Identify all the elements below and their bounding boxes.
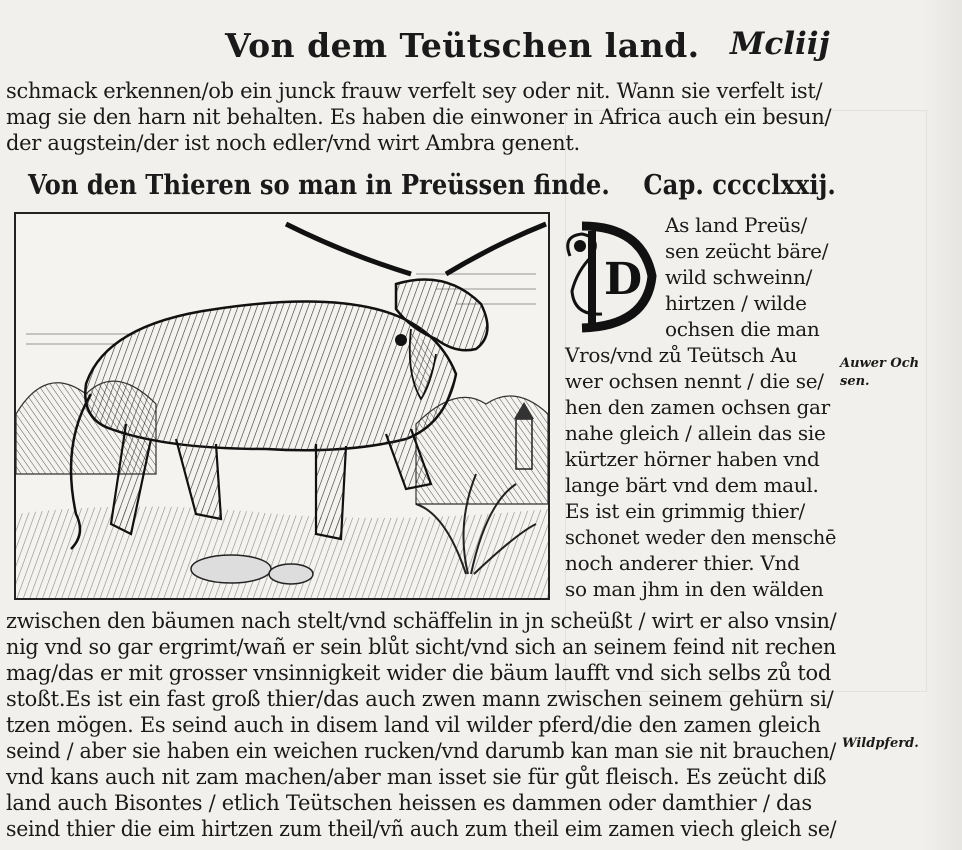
column-line-5: ochsen die man	[665, 317, 820, 341]
margin-note-wildpferd: Wildpferd.	[842, 736, 919, 751]
column-line-3: wild schweinn/	[665, 265, 813, 289]
margin-note-auerochsen-line-2: sen.	[840, 374, 870, 389]
initial-d-ornament	[562, 216, 660, 336]
margin-note-auerochsen	[840, 355, 919, 391]
initial-letter: D	[604, 254, 643, 305]
column-line-9: nahe gleich / allein das sie	[565, 421, 826, 445]
aurochs-illustration	[16, 214, 548, 598]
column-line-12: Es ist ein grimmig thier/	[565, 499, 805, 523]
body-line-7: vnd kans auch nit zam machen/aber man isset sie für gůt fleisch. Es zeücht diß	[6, 765, 827, 789]
body-line-4: stoßt.Es ist ein fast groß thier/das auch zwen mann zwischen seinem gehürn si/	[6, 687, 834, 711]
page-edge	[922, 0, 962, 850]
column-line-8: hen den zamen ochsen gar	[565, 395, 830, 419]
column-line-13: schonet weder den menschē	[565, 525, 837, 549]
body-line-8: land auch Bisontes / etlich Teütschen heissen es dammen oder damthier / das	[6, 791, 812, 815]
chapter-number: Cap. cccclxxij.	[643, 170, 836, 201]
margin-note-auerochsen-line-1: Auwer Och	[840, 356, 920, 371]
body-line-3: mag/das er mit grosser vnsinnigkeit wider die bäum laufft vnd sich selbs zů tod	[6, 661, 832, 685]
aurochs-woodcut	[14, 212, 550, 600]
column-line-7: wer ochsen nennt / die se/	[565, 369, 824, 393]
column-line-6: Vros/vnd zů Teütsch Au	[565, 343, 798, 367]
folio-number: Mcliij	[730, 26, 830, 62]
column-line-4: hirtzen / wilde	[665, 291, 807, 315]
top-line-3: der augstein/der ist noch edler/vnd wirt Ambra genent.	[6, 131, 580, 155]
body-line-2: nig vnd so gar ergrimt/wañ er sein blůt sicht/vnd sich an seinem feind nit rechen	[6, 635, 837, 659]
decorated-initial	[562, 216, 660, 336]
column-line-10: kürtzer hörner haben vnd	[565, 447, 820, 471]
chapter-heading	[28, 170, 836, 201]
top-line-2: mag sie den harn nit behalten. Es haben die einwoner in Africa auch ein besun/	[6, 105, 832, 129]
running-head: Von dem Teütschen land.	[225, 26, 700, 65]
column-line-2: sen zeücht bäre/	[665, 239, 829, 263]
body-line-5: tzen mögen. Es seind auch in disem land vil wilder pferd/die den zamen gleich	[6, 713, 821, 737]
column-line-11: lange bärt vnd dem maul.	[565, 473, 819, 497]
body-line-9: seind thier die eim hirtzen zum theil/vñ auch zum theil eim zamen viech gleich se/	[6, 817, 837, 841]
body-line-1: zwischen den bäumen nach stelt/vnd schäffelin in jn scheüßt / wirt er also vnsin/	[6, 609, 837, 633]
chapter-title: Von den Thieren so man in Preüssen finde.	[28, 170, 610, 201]
top-line-1: schmack erkennen/ob ein junck frauw verfelt sey oder nit. Wann sie verfelt ist/	[6, 79, 823, 103]
column-line-15: so man jhm in den wälden	[565, 577, 824, 601]
column-line-1: As land Preüs/	[665, 213, 807, 237]
column-line-14: noch anderer thier. Vnd	[565, 551, 800, 575]
body-line-6: seind / aber sie haben ein weichen rucken/vnd darumb kan man sie nit brauchen/	[6, 739, 837, 763]
